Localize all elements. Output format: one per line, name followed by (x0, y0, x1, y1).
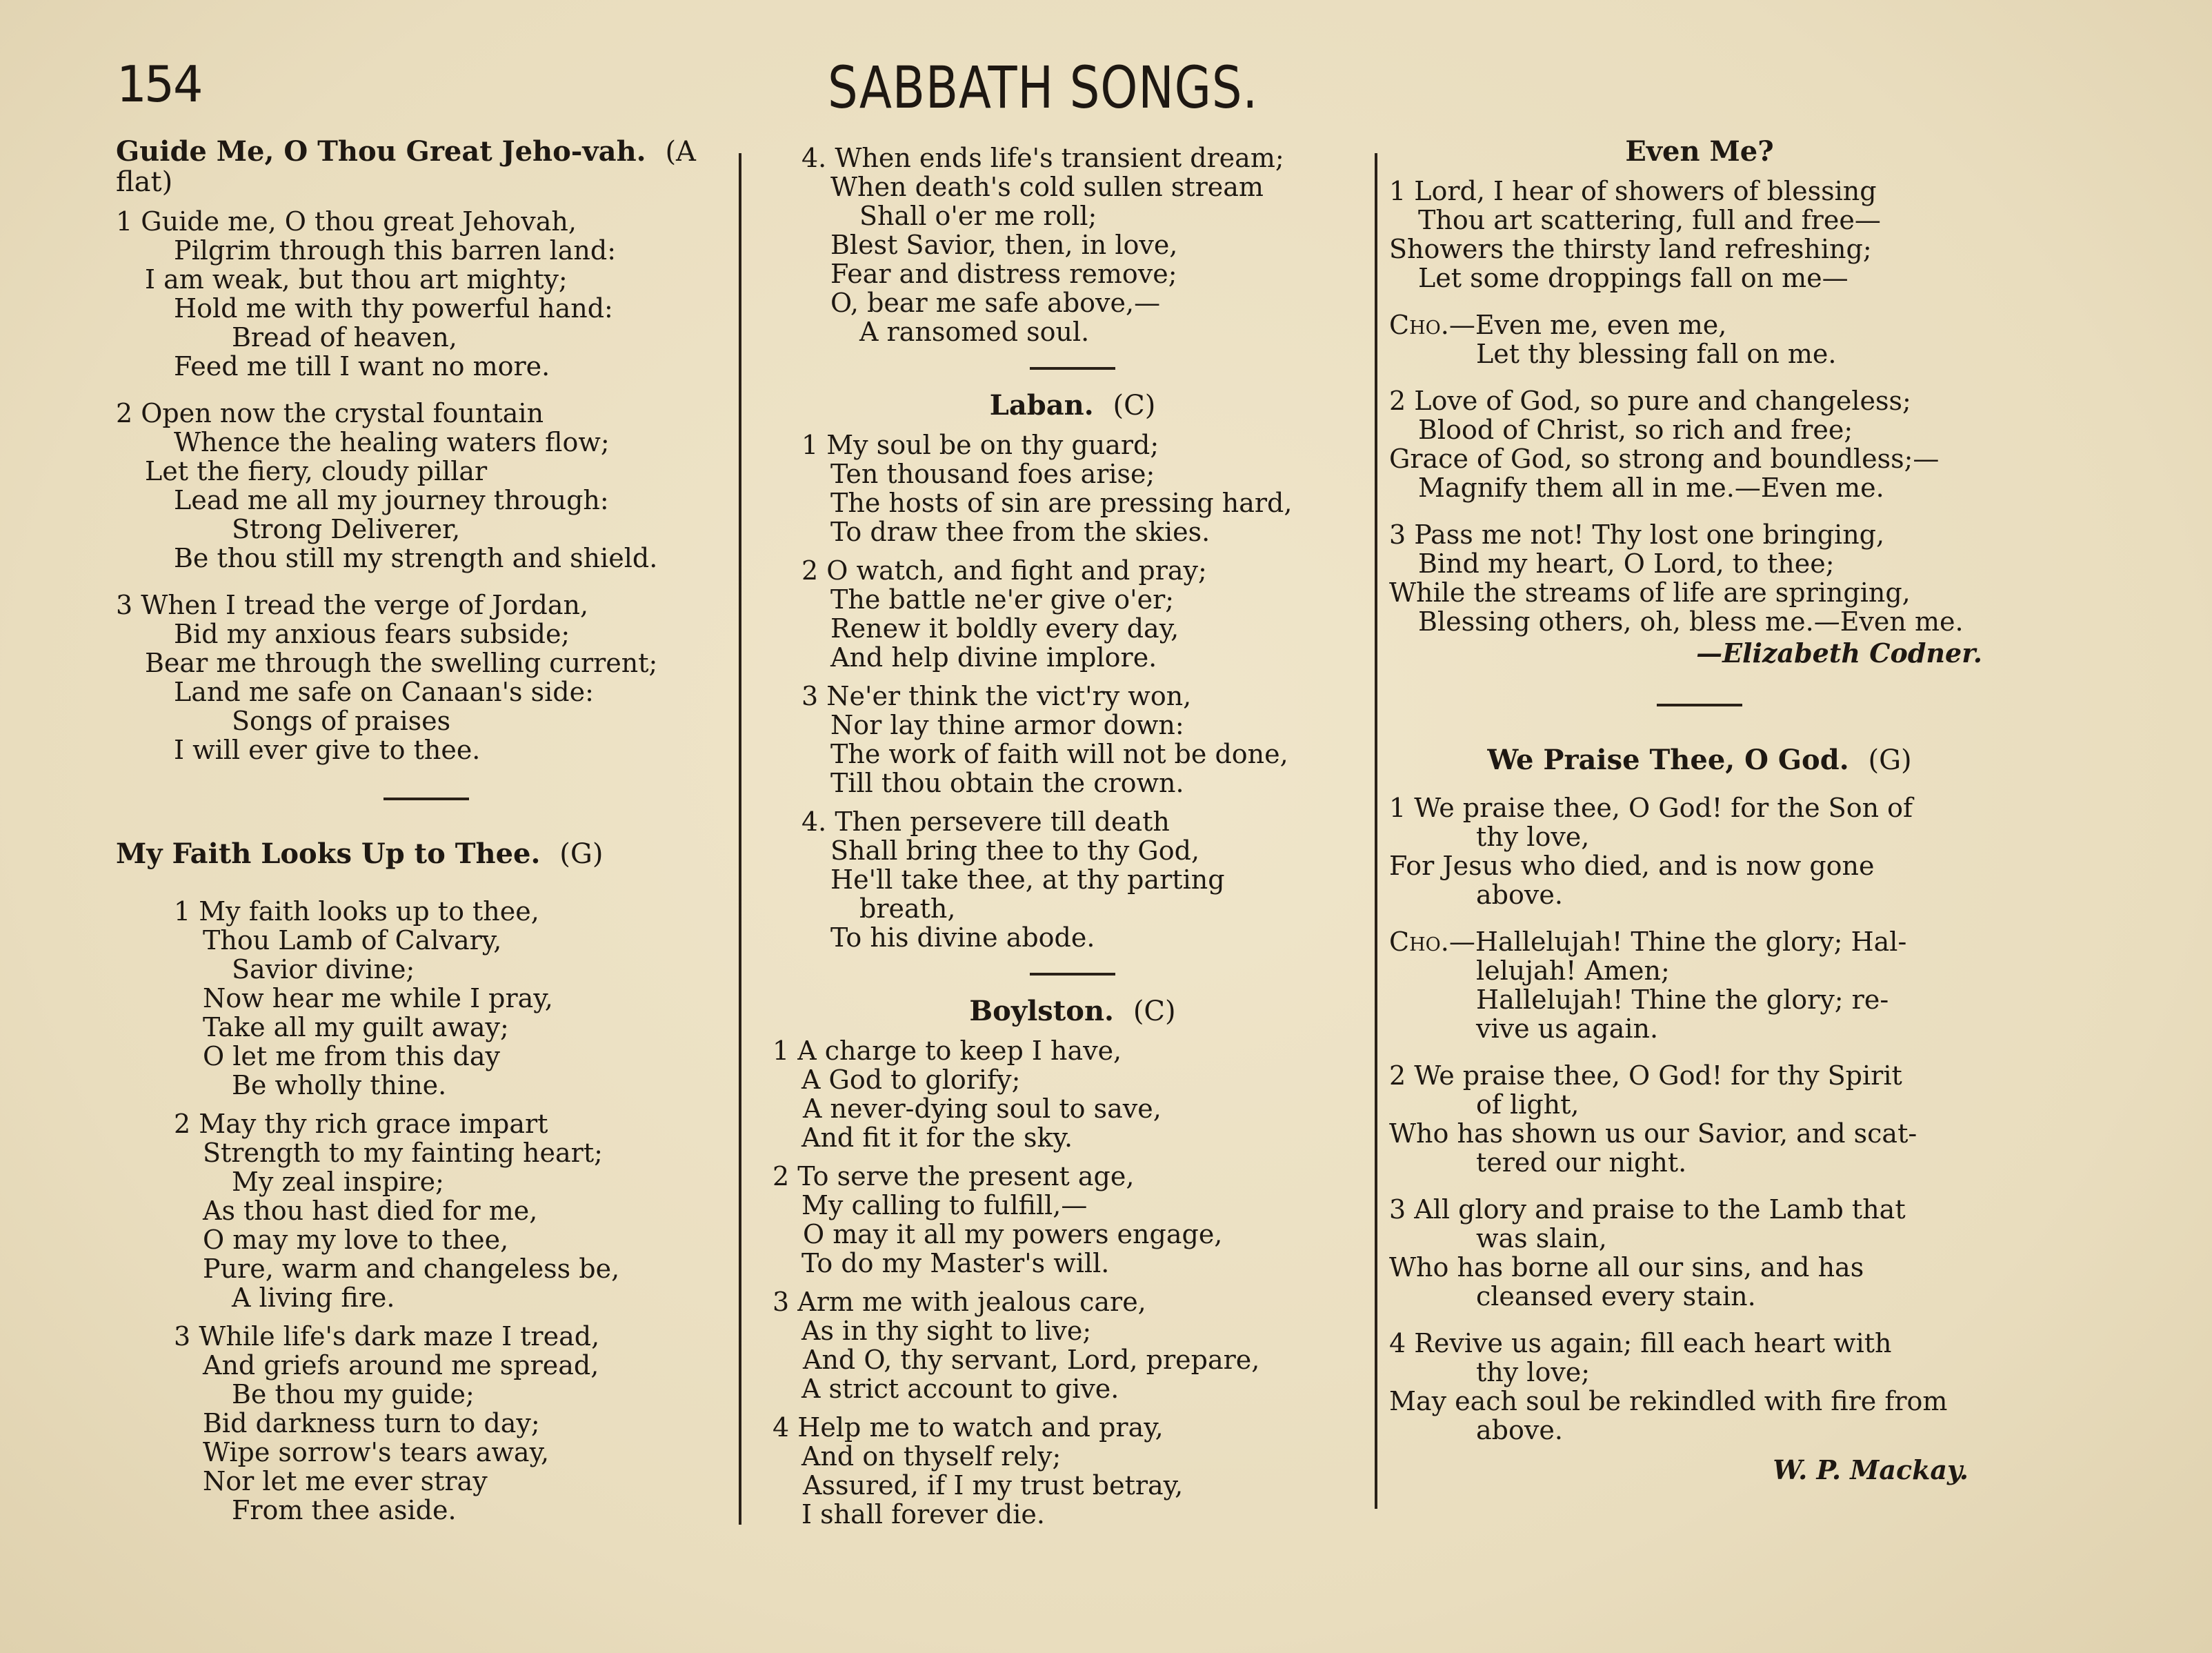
chorus: Cho.—Hallelujah! Thine the glory; Hal- lelujah! Amen; Hallelujah! Thine the glory; re- vive us again. (1389, 927, 1907, 1044)
verse-2: 2 We praise thee, O God! for thy Spirit of light, Who has shown us our Savior, and scat- tered our night. (1389, 1060, 1917, 1178)
verse-2: 2 O watch, and fight and pray; The battle ne'er give o'er; Renew it boldly every day, And help divine implore. (801, 555, 1207, 673)
verse-3: 3 When I tread the verge of Jordan, Bid my anxious fears subside; Bear me through the swelling current; Land me safe on Canaan's side: Songs of praises I will ever give to thee. (116, 590, 658, 765)
verse-1: 1 A charge to keep I have, A God to glorify; A never-dying soul to save, And fit it for the sky. (773, 1036, 1162, 1153)
verse-3: 3 While life's dark maze I tread, And griefs around me spread, Be thou my guide; Bid darkness turn to day; Wipe sorrow's tears away, Nor let me ever stray From thee aside. (174, 1321, 600, 1525)
chorus-label: Cho. (1389, 927, 1449, 957)
column-middle (773, 137, 1373, 1529)
hymn-author: W. P. Mackay. (1773, 1454, 1969, 1485)
verse-4: 4. When ends life's transient dream; When death's cold sullen stream Shall o'er me roll; Blest Savior, then, in love, Fear and distress remove; O, bear me safe above,— A ransomed soul. (801, 143, 1284, 347)
verse-2: 2 To serve the present age, My calling to fulfill,— O may it all my powers engage, To do my Master's will. (773, 1161, 1223, 1278)
verse-2: 2 Love of God, so pure and changeless; Blood of Christ, so rich and free; Grace of God, so strong and boundless;— Magnify them all in me.—Even me. (1389, 386, 1940, 503)
hymn-title-even-me: Even Me? (1625, 135, 1774, 168)
hymn-key: (G) (1868, 744, 1912, 776)
verse-1: 1 We praise thee, O God! for the Son of thy love, For Jesus who died, and is now gone above. (1389, 793, 1913, 910)
column-right (1389, 137, 2010, 1485)
hymn-title-laban: Laban. (C) (989, 389, 1156, 422)
column-divider-1 (739, 153, 741, 1525)
verse-4: 4 Revive us again; fill each heart with thy love; May each soul be rekindled with fire from above. W. P. Mackay. (1389, 1329, 2010, 1485)
hymn-key: (G) (559, 838, 604, 870)
column-divider-2 (1375, 153, 1377, 1509)
page-number: 154 (116, 55, 202, 113)
hymn-title-we-praise-thee: We Praise Thee, O God. (G) (1487, 744, 1912, 776)
running-title: SABBATH SONGS. (828, 54, 1259, 121)
verse-4: 4 Help me to watch and pray, And on thyself rely; Assured, if I my trust betray, I shall forever die. (773, 1412, 1184, 1530)
chorus-label: Cho. (1389, 310, 1449, 340)
hymn-separator (383, 798, 469, 800)
hymn-author: —Elizabeth Codner. (1696, 637, 1982, 669)
hymn-key: (C) (1133, 996, 1176, 1027)
verse-3: 3 Pass me not! Thy lost one bringing, Bind my heart, O Lord, to thee; While the streams of life are springing, Blessing others, oh, bless me.—Even me. —Elizabeth Codner. (1389, 520, 2010, 668)
verse-2: 2 Open now the crystal fountain Whence the healing waters flow; Let the fiery, cloudy pillar Lead me all my journey through: Strong Deliverer, Be thou still my strength and shield. (116, 398, 658, 573)
verse-2: 2 May thy rich grace impart Strength to my fainting heart; My zeal inspire; As thou hast died for me, O may my love to thee, Pure, warm and changeless be, A living fire. (174, 1109, 620, 1313)
hymn-separator (1657, 704, 1742, 706)
hymn-title-my-faith: My Faith Looks Up to Thee. (G) (116, 838, 604, 870)
verse-3: 3 Ne'er think the vict'ry won, Nor lay thine armor down: The work of faith will not be done, Till thou obtain the crown. (801, 681, 1288, 798)
column-left (116, 137, 737, 1525)
hymn-separator (1030, 367, 1115, 370)
hymn-separator (1030, 973, 1115, 976)
verse-1: 1 Lord, I hear of showers of blessing Thou art scattering, full and free— Showers the thirsty land refreshing; Let some droppings fall on me— (1389, 176, 1881, 293)
verse-3: 3 Arm me with jealous care, As in thy sight to live; And O, thy servant, Lord, prepare, A strict account to give. (773, 1287, 1260, 1404)
verse-1: 1 Guide me, O thou great Jehovah, Pilgrim through this barren land: I am weak, but thou art mighty; Hold me with thy powerful hand: Bread of heaven, Feed me till I want no more. (116, 206, 617, 382)
verse-3: 3 All glory and praise to the Lamb that was slain, Who has borne all our sins, and has cleansed every stain. (1389, 1194, 1906, 1311)
verse-1: 1 My soul be on thy guard; Ten thousand foes arise; The hosts of sin are pressing hard, To draw thee from the skies. (801, 430, 1293, 547)
hymn-title-guide-me: Guide Me, O Thou Great Jeho-vah. (A flat) (116, 135, 696, 198)
chorus: Cho.—Even me, even me, Let thy blessing fall on me. (1389, 310, 1837, 369)
hymn-title-boylston: Boylston. (C) (969, 995, 1176, 1027)
hymn-key: (C) (1113, 390, 1156, 422)
verse-4: 4. Then persevere till death Shall bring thee to thy God, He'll take thee, at thy parting breath, To his divine abode. (801, 806, 1225, 953)
hymn-key: (A flat) (116, 136, 696, 198)
verse-1: 1 My faith looks up to thee, Thou Lamb of Calvary, Savior divine; Now hear me while I pray, Take all my guilt away; O let me from this day Be wholly thine. (174, 896, 553, 1100)
